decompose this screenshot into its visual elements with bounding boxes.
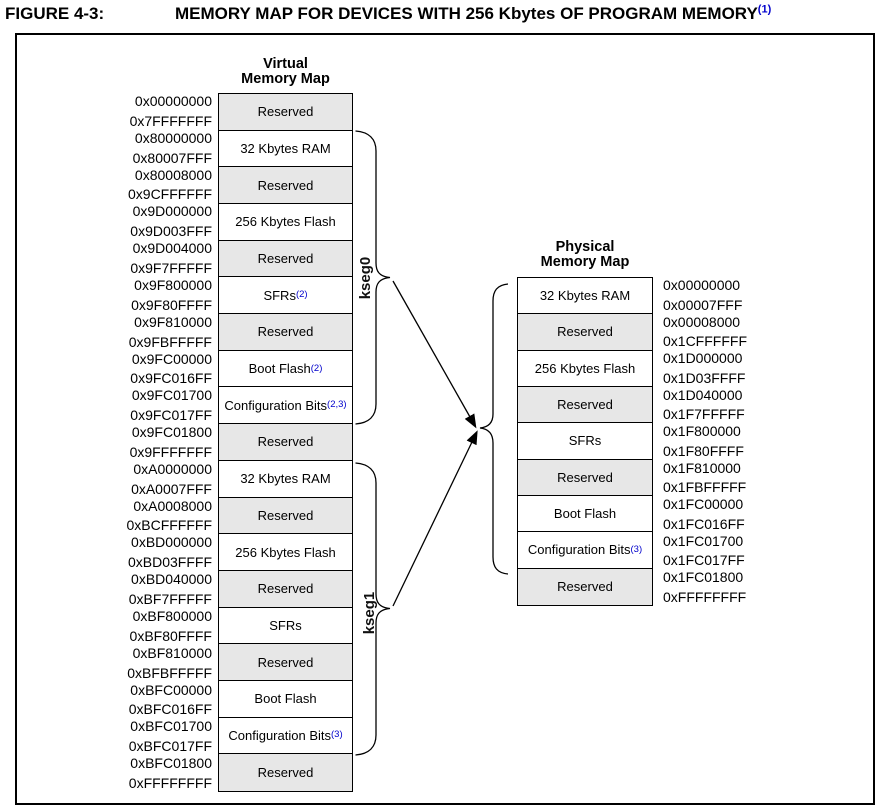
address-end: 0x9F80FFFF	[131, 296, 212, 313]
kseg1-label: kseg1	[361, 591, 378, 635]
memory-block-label: Configuration Bits	[228, 727, 331, 743]
figure-number: FIGURE 4-3:	[5, 4, 105, 23]
address-range	[60, 203, 212, 240]
address-range	[60, 167, 212, 204]
memory-block-label: 256 Kbytes Flash	[534, 360, 636, 376]
memory-block: Configuration Bits (2,3)	[219, 387, 352, 424]
memory-block	[219, 424, 352, 461]
address-start: 0xA0000000	[133, 460, 212, 477]
address-start: 0xBD040000	[131, 571, 212, 588]
memory-block	[219, 131, 352, 168]
address-start: 0x1FC01800	[663, 569, 744, 586]
memory-block	[219, 241, 352, 278]
address-range	[60, 755, 212, 792]
address-range	[60, 682, 212, 719]
memory-block	[219, 644, 352, 681]
address-start: 0x9FC01700	[131, 387, 212, 404]
virtual-map-header-line1: Virtual	[263, 56, 308, 72]
address-range	[663, 496, 823, 533]
address-end: 0x00007FFF	[663, 296, 743, 313]
address-start: 0x00000000	[663, 277, 741, 293]
address-end: 0x9FC016FF	[130, 370, 212, 387]
address-start: 0x9F800000	[134, 276, 212, 293]
memory-block-label: Reserved	[557, 397, 613, 413]
address-end: 0xBCFFFFFF	[126, 517, 212, 534]
address-range	[60, 571, 212, 608]
address-start: 0x1FC01700	[663, 532, 744, 549]
address-end: 0xA0007FFF	[131, 480, 212, 497]
physical-map-header-line2: Memory Map	[540, 254, 630, 270]
address-end: 0x1FBFFFFF	[663, 479, 747, 496]
memory-block-label: 32 Kbytes RAM	[539, 288, 631, 304]
address-start: 0x9FC00000	[131, 350, 212, 367]
address-start: 0x1F810000	[663, 459, 741, 476]
address-range	[60, 424, 212, 461]
address-range	[60, 387, 212, 424]
address-range	[663, 350, 823, 387]
memory-block	[219, 534, 352, 571]
address-range	[60, 608, 212, 645]
address-start: 0xBFC01700	[130, 718, 212, 735]
memory-block-label: Reserved	[557, 469, 613, 485]
memory-block	[518, 278, 652, 314]
address-range	[663, 387, 823, 424]
address-range	[60, 718, 212, 755]
memory-block: Configuration Bits (3)	[219, 718, 352, 755]
physical-memory-blocks	[517, 277, 653, 606]
figure-caption	[5, 4, 771, 24]
address-start: 0xBF810000	[132, 644, 212, 661]
address-end: 0x1FC017FF	[663, 552, 745, 569]
memory-block-label: Reserved	[557, 579, 613, 595]
address-start: 0x1D000000	[663, 350, 743, 367]
address-start: 0xA0008000	[133, 497, 212, 514]
memory-block: Boot Flash (2)	[219, 351, 352, 388]
memory-block-label: Boot Flash	[254, 691, 317, 707]
address-end: 0xBFC017FF	[128, 738, 212, 755]
address-start: 0xBFC00000	[130, 681, 212, 698]
memory-block-label: Reserved	[257, 765, 314, 781]
memory-block: SFRs (2)	[219, 277, 352, 314]
memory-block-label: Reserved	[257, 434, 314, 450]
figure-title	[175, 4, 771, 24]
memory-block	[219, 571, 352, 608]
address-range	[663, 460, 823, 497]
memory-block-label: Reserved	[257, 654, 314, 670]
address-end: 0x9FFFFFFF	[129, 443, 212, 460]
memory-block-label: Reserved	[257, 324, 314, 340]
memory-block-label: 256 Kbytes Flash	[235, 544, 336, 560]
memory-block	[219, 681, 352, 718]
virtual-memory-blocks	[218, 93, 353, 792]
address-start: 0xBFC01800	[130, 755, 212, 772]
memory-block-label: 32 Kbytes RAM	[240, 141, 331, 157]
memory-block-label: Boot Flash	[248, 361, 311, 377]
figure-title-note: (1)	[757, 3, 772, 16]
address-start: 0x1D040000	[663, 386, 743, 403]
address-end: 0xBFBFFFFF	[127, 664, 212, 681]
memory-block	[518, 351, 652, 387]
virtual-map-header-line2: Memory Map	[241, 71, 330, 87]
address-range	[663, 569, 823, 606]
memory-block-label: Configuration Bits	[527, 542, 631, 558]
address-start: 0x9D004000	[132, 240, 212, 257]
memory-block-label: Reserved	[557, 324, 613, 340]
address-end: 0xFFFFFFFF	[128, 775, 212, 791]
memory-block	[219, 204, 352, 241]
address-start: 0xBF800000	[132, 608, 212, 625]
memory-block	[219, 754, 352, 791]
address-range	[60, 314, 212, 351]
address-end: 0xBF7FFFFF	[128, 591, 212, 608]
memory-block-label: 32 Kbytes RAM	[240, 471, 331, 487]
virtual-address-column	[60, 93, 212, 792]
physical-map-header-line1: Physical	[555, 239, 615, 255]
memory-block	[518, 423, 652, 459]
memory-block	[219, 461, 352, 498]
virtual-map-header	[218, 57, 353, 87]
memory-block-label: Reserved	[257, 507, 314, 523]
address-end: 0x7FFFFFFF	[129, 112, 212, 129]
address-start: 0x80008000	[134, 166, 212, 183]
address-end: 0xBF80FFFF	[129, 627, 212, 644]
address-range	[60, 130, 212, 167]
memory-block	[219, 314, 352, 351]
memory-block	[219, 498, 352, 535]
memory-block-label: Reserved	[257, 581, 314, 597]
memory-block	[219, 94, 352, 131]
memory-block-label: Configuration Bits	[224, 397, 328, 413]
address-range	[60, 645, 212, 682]
memory-block-label: SFRs	[263, 287, 296, 303]
address-start: 0x9D000000	[132, 203, 212, 220]
address-range	[60, 461, 212, 498]
address-range	[60, 240, 212, 277]
address-end: 0xFFFFFFFF	[663, 589, 747, 605]
address-start: 0x9FC01800	[131, 424, 212, 441]
memory-block	[518, 387, 652, 423]
address-range	[663, 277, 823, 314]
address-end: 0x80007FFF	[132, 149, 212, 166]
address-end: 0x1F7FFFFF	[663, 406, 745, 423]
address-start: 0x9F810000	[134, 313, 212, 330]
address-start: 0x80000000	[134, 129, 212, 146]
figure-title-text: MEMORY MAP FOR DEVICES WITH 256 Kbytes OF PROGRAM MEMORY	[175, 4, 758, 23]
address-end: 0x1F80FFFF	[663, 442, 744, 459]
memory-block	[219, 608, 352, 645]
memory-block-label: 256 Kbytes Flash	[235, 214, 336, 230]
kseg0-label: kseg0	[357, 256, 374, 300]
address-start: 0x00000000	[134, 93, 212, 109]
address-end: 0x9D003FFF	[130, 223, 212, 240]
memory-block	[518, 314, 652, 350]
address-end: 0x1D03FFFF	[663, 369, 746, 386]
memory-block-label: Reserved	[257, 177, 314, 193]
address-range	[663, 423, 823, 460]
address-range	[663, 314, 823, 351]
address-range	[60, 277, 212, 314]
address-end: 0x9FBFFFFF	[128, 333, 212, 350]
address-end: 0x1CFFFFFF	[663, 333, 747, 350]
physical-address-column	[663, 277, 823, 606]
address-start: 0x00008000	[663, 313, 741, 330]
memory-block-label: Reserved	[257, 251, 314, 267]
address-start: 0x1F800000	[663, 423, 741, 440]
address-range	[60, 93, 212, 130]
address-range	[663, 533, 823, 570]
address-end: 0x1FC016FF	[663, 515, 745, 532]
address-start: 0xBD000000	[131, 534, 212, 551]
address-range	[60, 351, 212, 388]
address-end: 0x9FC017FF	[130, 407, 212, 424]
memory-block-label: Boot Flash	[553, 506, 617, 522]
memory-block: Configuration Bits (3)	[518, 532, 652, 568]
address-range	[60, 498, 212, 535]
physical-map-header	[517, 240, 653, 270]
address-start: 0x1FC00000	[663, 496, 744, 513]
address-range	[60, 534, 212, 571]
address-end: 0xBFC016FF	[128, 701, 212, 718]
memory-block	[518, 496, 652, 532]
address-end: 0x9CFFFFFF	[128, 186, 212, 203]
memory-block-label: SFRs	[269, 617, 302, 633]
memory-block-label: SFRs	[568, 433, 602, 449]
memory-block-label: Reserved	[257, 104, 314, 120]
address-end: 0xBD03FFFF	[127, 554, 212, 571]
address-end: 0x9F7FFFFF	[130, 259, 212, 276]
memory-block	[518, 569, 652, 605]
memory-block	[518, 460, 652, 496]
memory-block	[219, 167, 352, 204]
